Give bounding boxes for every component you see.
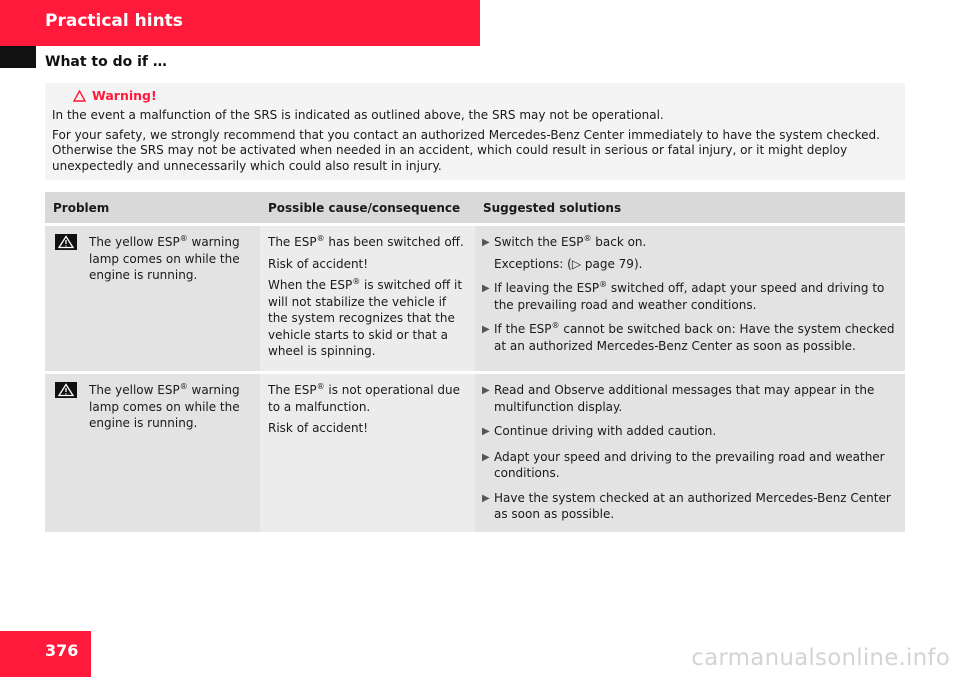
warning-box xyxy=(45,83,905,180)
solutions-cell xyxy=(475,374,905,532)
header-cause: Possible cause/consequence xyxy=(268,201,461,215)
cause-cell xyxy=(260,374,475,532)
problem-text: The yellow ESP® warning lamp comes on while the engine is running. xyxy=(89,234,240,282)
bullet-arrow-icon: ▶ xyxy=(482,283,490,294)
table-row xyxy=(45,226,905,371)
cause-line: Risk of accident! xyxy=(268,421,369,435)
cause-line: Risk of accident! xyxy=(268,256,369,271)
bullet-arrow-icon: ▶ xyxy=(482,324,490,335)
solution-item: ▶ Switch the ESP® back on. Exceptions: (▷ page 79). xyxy=(482,234,897,272)
solution-item: ▶ If leaving the ESP® switched off, adapt your speed and driving to the prevailing road and weather conditions. xyxy=(482,280,885,312)
header-problem: Problem xyxy=(53,201,110,215)
cause-line: The ESP® has been switched off. xyxy=(268,234,464,249)
section-tab-marker xyxy=(0,46,36,68)
cause-cell xyxy=(260,226,475,371)
bullet-arrow-icon: ▶ xyxy=(482,492,490,504)
troubleshooting-table xyxy=(45,192,905,532)
solution-item: ▶ Adapt your speed and driving to the prevailing road and weather conditions. xyxy=(482,449,885,480)
solution-item: ▶ Continue driving with added caution. xyxy=(482,423,897,441)
solutions-cell xyxy=(475,226,905,371)
solution-item: ▶ Read and Observe additional messages that may appear in the multifunction display. xyxy=(482,383,875,414)
page-number: 376 xyxy=(45,641,79,660)
problem-cell xyxy=(45,374,260,532)
watermark: carmanualsonline.info xyxy=(691,645,950,671)
problem-cell xyxy=(45,226,260,371)
warning-title: Warning! xyxy=(92,87,157,103)
page-subtitle: What to do if … xyxy=(45,54,167,70)
bullet-arrow-icon: ▶ xyxy=(482,426,490,437)
section-title: Practical hints xyxy=(45,11,183,31)
exceptions-note: Exceptions: (▷ page 79). xyxy=(494,256,643,271)
solution-item: ▶ Have the system checked at an authorized Mercedes-Benz Center as soon as possible. xyxy=(482,490,891,521)
cause-line: The ESP® is not operational due to a malfunction. xyxy=(268,382,460,414)
esp-warning-lamp-icon xyxy=(53,382,79,398)
bullet-arrow-icon: ▶ xyxy=(482,451,490,463)
warning-heading xyxy=(73,87,898,104)
warning-triangle-icon xyxy=(73,90,86,102)
problem-text: The yellow ESP® warning lamp comes on while the engine is running. xyxy=(89,382,240,430)
warning-paragraph-1: In the event a malfunction of the SRS is indicated as outlined above, the SRS may not be operational. xyxy=(52,108,664,122)
table-header xyxy=(45,192,905,223)
cause-line: When the ESP® is switched off it will not stabilize the vehicle if the system recognizes that the vehicle starts to skid or that a wheel is spinning. xyxy=(268,277,463,358)
solution-item: ▶ If the ESP® cannot be switched back on: Have the system checked at an authorized Mercedes-Benz Center as soon as possible. xyxy=(482,321,895,353)
table-row xyxy=(45,374,905,532)
warning-paragraph-2: For your safety, we strongly recommend that you contact an authorized Mercedes-Benz Center immediately to have the system checked. Otherwise the SRS may not be activated when needed in an accident, which could result in serious or fatal injury, or it might deploy unexpectedly and unnecessarily which could also result in injury. xyxy=(52,127,880,173)
esp-warning-lamp-icon xyxy=(53,234,79,250)
bullet-arrow-icon: ▶ xyxy=(482,385,490,396)
header-solutions: Suggested solutions xyxy=(483,201,622,215)
bullet-arrow-icon: ▶ xyxy=(482,237,490,248)
